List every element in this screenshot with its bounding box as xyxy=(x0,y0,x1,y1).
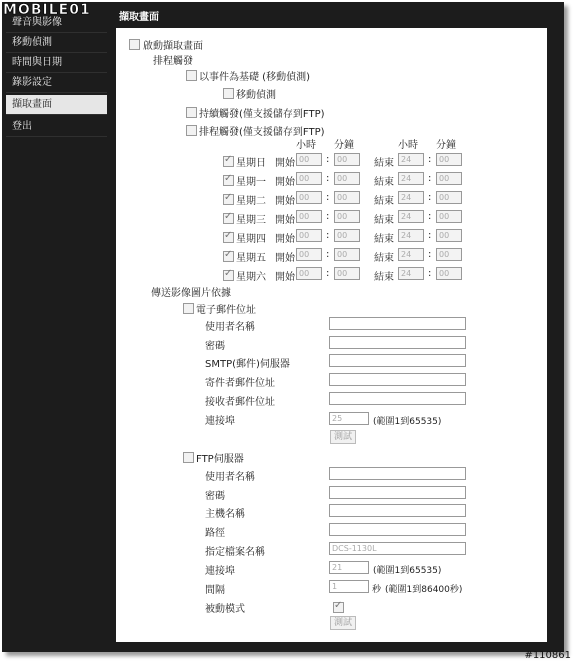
day-checkbox[interactable] xyxy=(223,156,234,167)
sidebar-item-time-date[interactable]: 時間與日期 xyxy=(6,53,107,73)
day-label: 星期日 xyxy=(236,158,266,169)
schedule-row-saturday xyxy=(116,267,547,285)
time-separator: : xyxy=(428,173,432,184)
watermark: #110861 xyxy=(524,650,571,661)
end-label: 結束 xyxy=(374,272,394,283)
end-label: 結束 xyxy=(374,234,394,245)
start-minute-input[interactable]: 00 xyxy=(334,172,360,185)
end-minute-input[interactable]: 00 xyxy=(436,191,462,204)
start-hour-input[interactable]: 00 xyxy=(296,267,322,280)
enable-snapshot-label: 啟動擷取畫面 xyxy=(143,41,203,52)
end-label: 結束 xyxy=(374,253,394,264)
time-separator: : xyxy=(428,230,432,241)
day-checkbox[interactable] xyxy=(223,251,234,262)
time-separator: : xyxy=(326,249,330,260)
enable-snapshot-checkbox[interactable] xyxy=(129,39,140,50)
email-port-input[interactable]: 25 xyxy=(329,412,369,425)
email-label: 電子郵件位址 xyxy=(196,305,256,316)
email-username-label: 使用者名稱 xyxy=(205,322,255,333)
start-hour-input[interactable]: 00 xyxy=(296,172,322,185)
start-minute-input[interactable]: 00 xyxy=(334,229,360,242)
start-hour-input[interactable]: 00 xyxy=(296,210,322,223)
time-separator: : xyxy=(326,173,330,184)
day-label: 星期六 xyxy=(236,272,266,283)
ftp-interval-label: 間隔 xyxy=(205,585,225,596)
start-label: 開始 xyxy=(275,215,295,226)
end-hour-input[interactable]: 24 xyxy=(398,191,424,204)
time-separator: : xyxy=(326,154,330,165)
ftp-path-input[interactable] xyxy=(329,523,466,536)
smtp-server-label: SMTP(郵件)伺服器 xyxy=(205,359,290,370)
end-minute-input[interactable]: 00 xyxy=(436,267,462,280)
sidebar-item-audio-video[interactable]: 聲音與影像 xyxy=(6,13,107,33)
email-checkbox[interactable] xyxy=(183,303,194,314)
end-minute-input[interactable]: 00 xyxy=(436,229,462,242)
end-hour-input[interactable]: 24 xyxy=(398,248,424,261)
ftp-filename-label: 指定檔案名稱 xyxy=(205,547,265,558)
time-separator: : xyxy=(326,192,330,203)
email-test-button[interactable]: 測試 xyxy=(330,430,356,444)
email-username-input[interactable] xyxy=(329,317,466,330)
main-panel xyxy=(116,28,547,642)
smtp-server-input[interactable] xyxy=(329,354,466,367)
time-separator: : xyxy=(326,268,330,279)
end-hour-input[interactable]: 24 xyxy=(398,267,424,280)
ftp-interval-input[interactable]: 1 xyxy=(329,580,369,593)
schedule-row-monday xyxy=(116,172,547,190)
email-port-label: 連接埠 xyxy=(205,416,235,427)
ftp-password-label: 密碼 xyxy=(205,491,225,502)
end-label: 結束 xyxy=(374,177,394,188)
email-password-label: 密碼 xyxy=(205,341,225,352)
ftp-path-label: 路徑 xyxy=(205,528,225,539)
ftp-port-label: 連接埠 xyxy=(205,566,235,577)
time-separator: : xyxy=(428,192,432,203)
schedule-row-tuesday xyxy=(116,191,547,209)
ftp-password-input[interactable] xyxy=(329,486,466,499)
end-minute-input[interactable]: 00 xyxy=(436,248,462,261)
start-minute-input[interactable]: 00 xyxy=(334,153,360,166)
start-hour-input[interactable]: 00 xyxy=(296,229,322,242)
time-separator: : xyxy=(428,211,432,222)
ftp-port-input[interactable]: 21 xyxy=(329,561,369,574)
sidebar-item-recording[interactable]: 錄影設定 xyxy=(6,73,107,93)
end-minute-input[interactable]: 00 xyxy=(436,210,462,223)
schedule-row-wednesday xyxy=(116,210,547,228)
start-label: 開始 xyxy=(275,253,295,264)
end-minute-input[interactable]: 00 xyxy=(436,172,462,185)
ftp-passive-mode-label: 被動模式 xyxy=(205,604,245,615)
day-label: 星期一 xyxy=(236,177,266,188)
scheduled-trigger-label: 排程觸發(僅支援儲存到FTP) xyxy=(199,127,325,138)
receiver-email-label: 接收者郵件位址 xyxy=(205,397,275,408)
time-separator: : xyxy=(428,154,432,165)
ftp-checkbox[interactable] xyxy=(183,452,194,463)
day-checkbox[interactable] xyxy=(223,270,234,281)
day-label: 星期五 xyxy=(236,253,266,264)
start-label: 開始 xyxy=(275,272,295,283)
day-checkbox[interactable] xyxy=(223,194,234,205)
start-minute-input[interactable]: 00 xyxy=(334,248,360,261)
ftp-host-label: 主機名稱 xyxy=(205,509,245,520)
day-label: 星期二 xyxy=(236,196,266,207)
brand-logo: MOBILE01 xyxy=(3,2,91,18)
ftp-host-input[interactable] xyxy=(329,504,466,517)
end-hour-column-header: 小時 xyxy=(398,140,418,151)
sender-email-input[interactable] xyxy=(329,373,466,386)
start-minute-column-header: 分鐘 xyxy=(334,140,354,151)
time-separator: : xyxy=(326,230,330,241)
send-via-heading: 傳送影像圖片依據 xyxy=(151,288,231,299)
email-password-input[interactable] xyxy=(329,336,466,349)
start-label: 開始 xyxy=(275,177,295,188)
ftp-interval-unit: 秒 xyxy=(372,585,382,595)
schedule-row-thursday xyxy=(116,229,547,247)
end-hour-input[interactable]: 24 xyxy=(398,172,424,185)
end-hour-input[interactable]: 24 xyxy=(398,229,424,242)
ftp-test-button[interactable]: 測試 xyxy=(330,616,356,630)
schedule-row-friday xyxy=(116,248,547,266)
end-minute-input[interactable]: 00 xyxy=(436,153,462,166)
scheduled-trigger-checkbox[interactable] xyxy=(186,125,197,136)
start-minute-input[interactable]: 00 xyxy=(334,210,360,223)
day-checkbox[interactable] xyxy=(223,175,234,186)
time-separator: : xyxy=(428,268,432,279)
ftp-username-label: 使用者名稱 xyxy=(205,472,255,483)
ftp-filename-input[interactable]: DCS-1130L xyxy=(329,542,466,555)
start-minute-input[interactable]: 00 xyxy=(334,191,360,204)
sidebar-item-motion-detection[interactable]: 移動偵測 xyxy=(6,33,107,53)
sender-email-label: 寄件者郵件位址 xyxy=(205,378,275,389)
end-label: 結束 xyxy=(374,158,394,169)
start-hour-column-header: 小時 xyxy=(296,140,316,151)
ftp-label: FTP伺服器 xyxy=(196,454,244,465)
end-hour-input[interactable]: 24 xyxy=(398,153,424,166)
start-label: 開始 xyxy=(275,158,295,169)
start-hour-input[interactable]: 00 xyxy=(296,153,322,166)
time-separator: : xyxy=(326,211,330,222)
start-label: 開始 xyxy=(275,234,295,245)
email-port-range: (範圍1到65535) xyxy=(373,417,442,427)
time-separator: : xyxy=(428,249,432,260)
start-minute-input[interactable]: 00 xyxy=(334,267,360,280)
event-based-checkbox[interactable] xyxy=(186,70,197,81)
event-based-label: 以事件為基礎 (移動偵測) xyxy=(199,72,310,83)
start-hour-input[interactable]: 00 xyxy=(296,248,322,261)
sidebar-item-logout[interactable]: 登出 xyxy=(6,117,107,137)
day-label: 星期四 xyxy=(236,234,266,245)
day-checkbox[interactable] xyxy=(223,232,234,243)
schedule-trigger-heading: 排程觸發 xyxy=(153,56,193,67)
ftp-passive-mode-checkbox[interactable] xyxy=(333,602,344,613)
sidebar-item-snapshot[interactable]: 擷取畫面 xyxy=(6,95,107,115)
motion-detection-checkbox[interactable] xyxy=(223,88,234,99)
continuous-trigger-label: 持續觸發(僅支援儲存到FTP) xyxy=(199,109,325,120)
day-checkbox[interactable] xyxy=(223,213,234,224)
receiver-email-input[interactable] xyxy=(329,392,466,405)
start-label: 開始 xyxy=(275,196,295,207)
page-title: 擷取畫面 xyxy=(111,8,559,28)
end-hour-input[interactable]: 24 xyxy=(398,210,424,223)
schedule-row-sunday xyxy=(116,153,547,171)
motion-detection-label: 移動偵測 xyxy=(236,90,276,101)
ftp-interval-range: (範圍1到86400秒) xyxy=(385,585,463,595)
continuous-trigger-checkbox[interactable] xyxy=(186,107,197,118)
ftp-username-input[interactable] xyxy=(329,467,466,480)
ftp-port-range: (範圍1到65535) xyxy=(373,566,442,576)
end-label: 結束 xyxy=(374,196,394,207)
end-minute-column-header: 分鐘 xyxy=(436,140,456,151)
end-label: 結束 xyxy=(374,215,394,226)
start-hour-input[interactable]: 00 xyxy=(296,191,322,204)
day-label: 星期三 xyxy=(236,215,266,226)
